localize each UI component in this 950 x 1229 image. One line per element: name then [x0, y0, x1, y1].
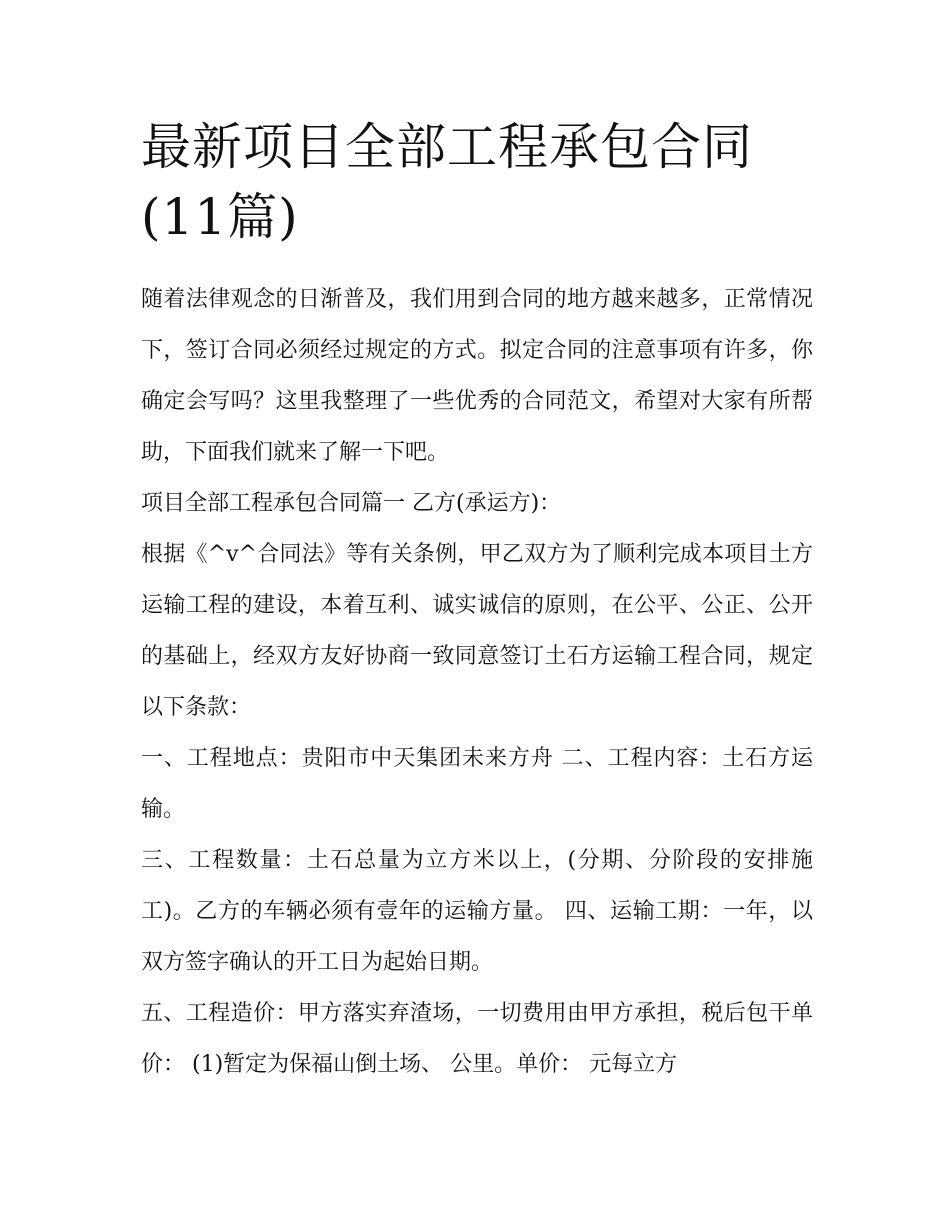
- document-paragraphs: [141, 274, 813, 1090]
- section-heading-paragraph: 项目全部工程承包合同篇一 乙方(承运方)：: [141, 491, 562, 516]
- clause-location-content: 一、工程地点：贵阳市中天集团未来方舟 二、工程内容：土石方运输。: [141, 746, 813, 822]
- preamble-paragraph: 根据《^v^合同法》等有关条例，甲乙双方为了顺利完成本项目土方运输工程的建设，本着互利、诚实诚信的原则，在公平、公正、公开的基础上，经双方友好协商一致同意签订土石方运输工程合同，规定以下条款：: [141, 542, 813, 720]
- intro-paragraph: 随着法律观念的日渐普及，我们用到合同的地方越来越多，正常情况下，签订合同必须经过规定的方式。拟定合同的注意事项有许多，你确定会写吗？这里我整理了一些优秀的合同范文，希望对大家有所帮助，下面我们就来了解一下吧。: [141, 287, 813, 465]
- document-title: 最新项目全部工程承包合同(11篇): [141, 118, 753, 246]
- clause-cost: 五、工程造价：甲方落实弃渣场，一切费用由甲方承担，税后包干单价： (1)暂定为保福山倒土场、 公里。单价： 元每立方: [141, 1001, 813, 1077]
- clause-quantity-period: 三、工程数量：土石总量为立方米以上，(分期、分阶段的安排施工)。乙方的车辆必须有壹年的运输方量。 四、运输工期：一年，以双方签字确认的开工日为起始日期。: [141, 848, 813, 975]
- document-body: [141, 112, 813, 1090]
